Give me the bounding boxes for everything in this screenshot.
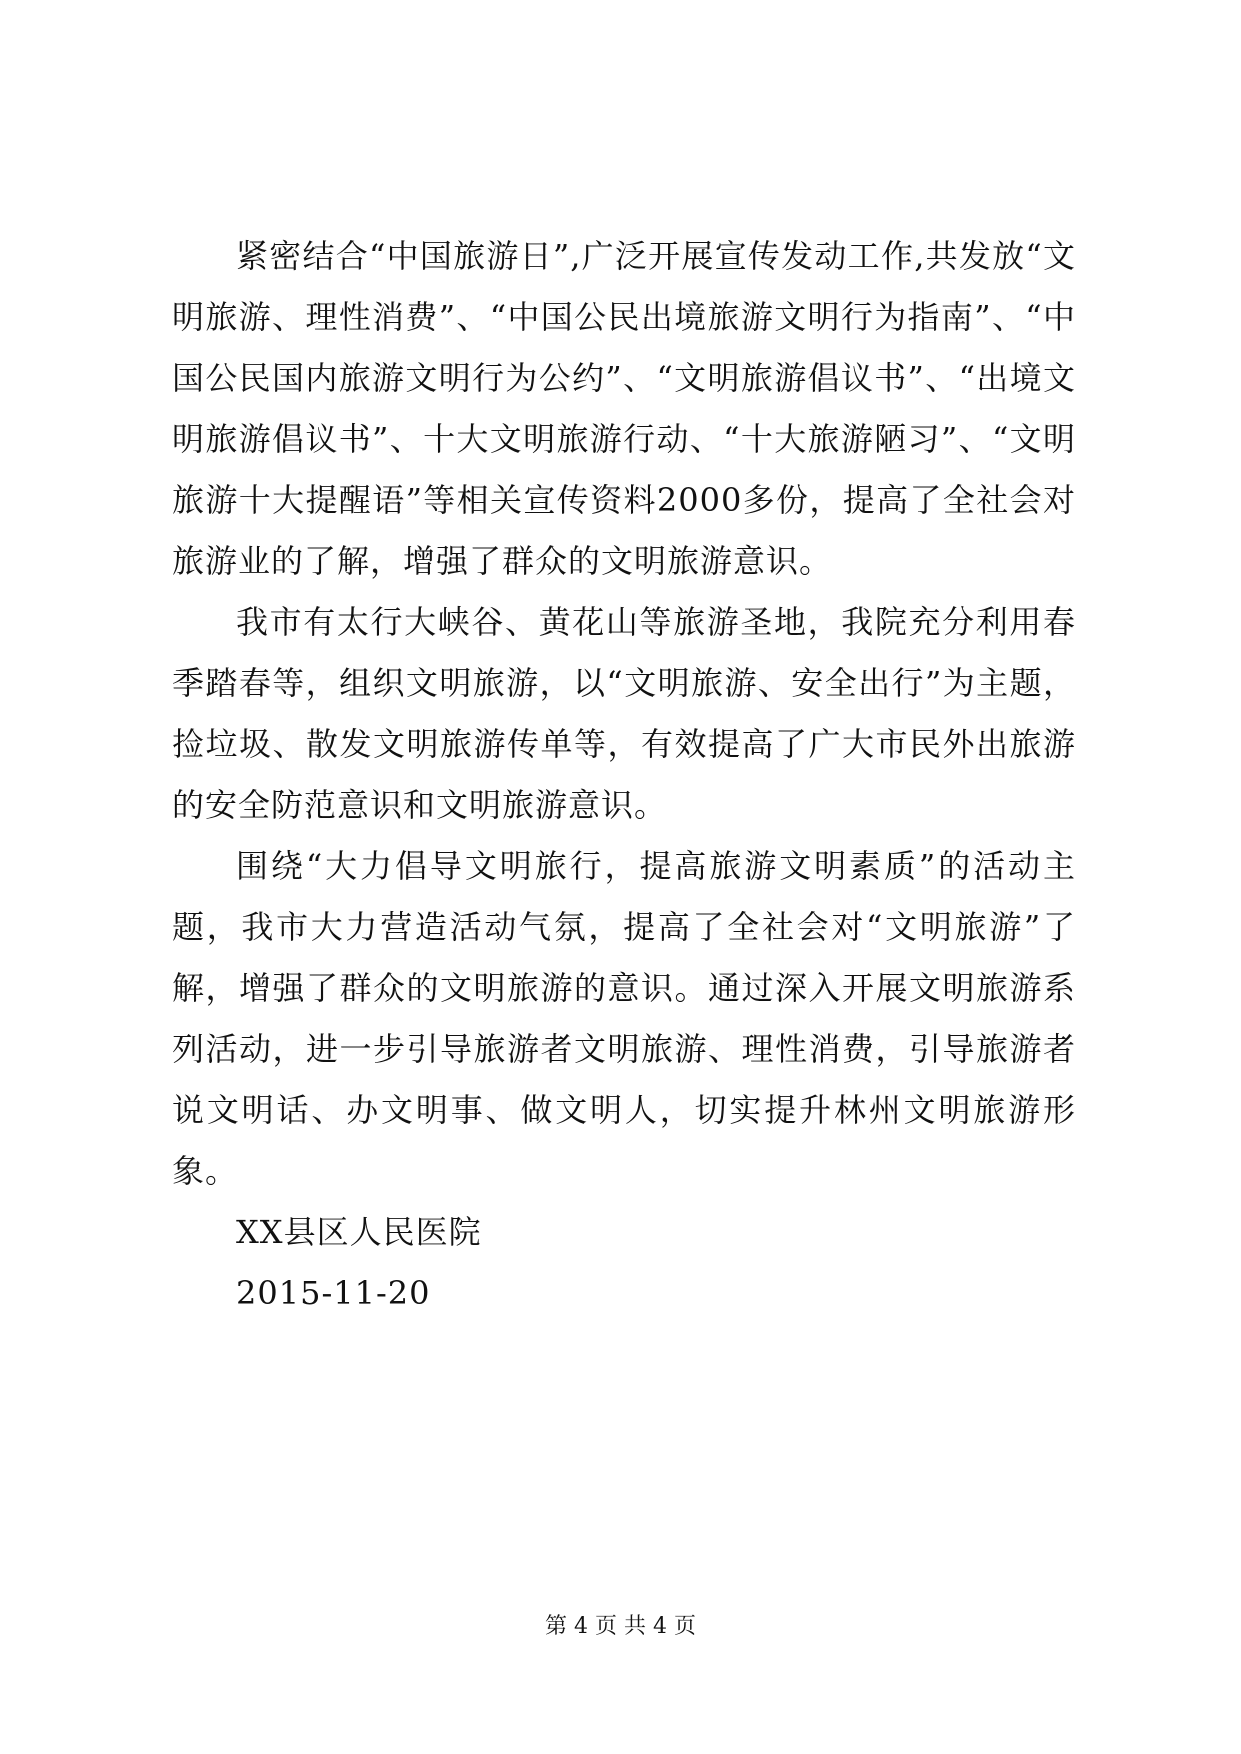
signature-date: 2015-11-20	[236, 1274, 431, 1312]
page-number-footer: 第 4 页 共 4 页	[545, 1614, 696, 1639]
document-body	[172, 226, 1076, 1324]
signature-organization: XX县区人民医院	[236, 1213, 482, 1251]
paragraph-3: 围绕“大力倡导文明旅行，提高旅游文明素质”的活动主题，我市大力营造活动气氛，提高了全社会对“文明旅游”了解，增强了群众的文明旅游的意识。通过深入开展文明旅游系列活动，进一步引导旅游者文明旅游、理性消费，引导旅游者说文明话、办文明事、做文明人，切实提升林州文明旅游形象。	[172, 847, 1076, 1190]
paragraph-1: 紧密结合“中国旅游日”,广泛开展宣传发动工作,共发放“文明旅游、理性消费”、“中国公民出境旅游文明行为指南”、“中国公民国内旅游文明行为公约”、“文明旅游倡议书”、“出境文明旅游倡议书”、十大文明旅游行动、“十大旅游陋习”、“文明旅游十大提醒语”等相关宣传资料2000多份，提高了全社会对旅游业的了解，增强了群众的文明旅游意识。	[172, 237, 1076, 580]
paragraph-2: 我市有太行大峡谷、黄花山等旅游圣地，我院充分利用春季踏春等，组织文明旅游，以“文明旅游、安全出行”为主题，捡垃圾、散发文明旅游传单等，有效提高了广大市民外出旅游的安全防范意识和文明旅游意识。	[172, 603, 1076, 824]
